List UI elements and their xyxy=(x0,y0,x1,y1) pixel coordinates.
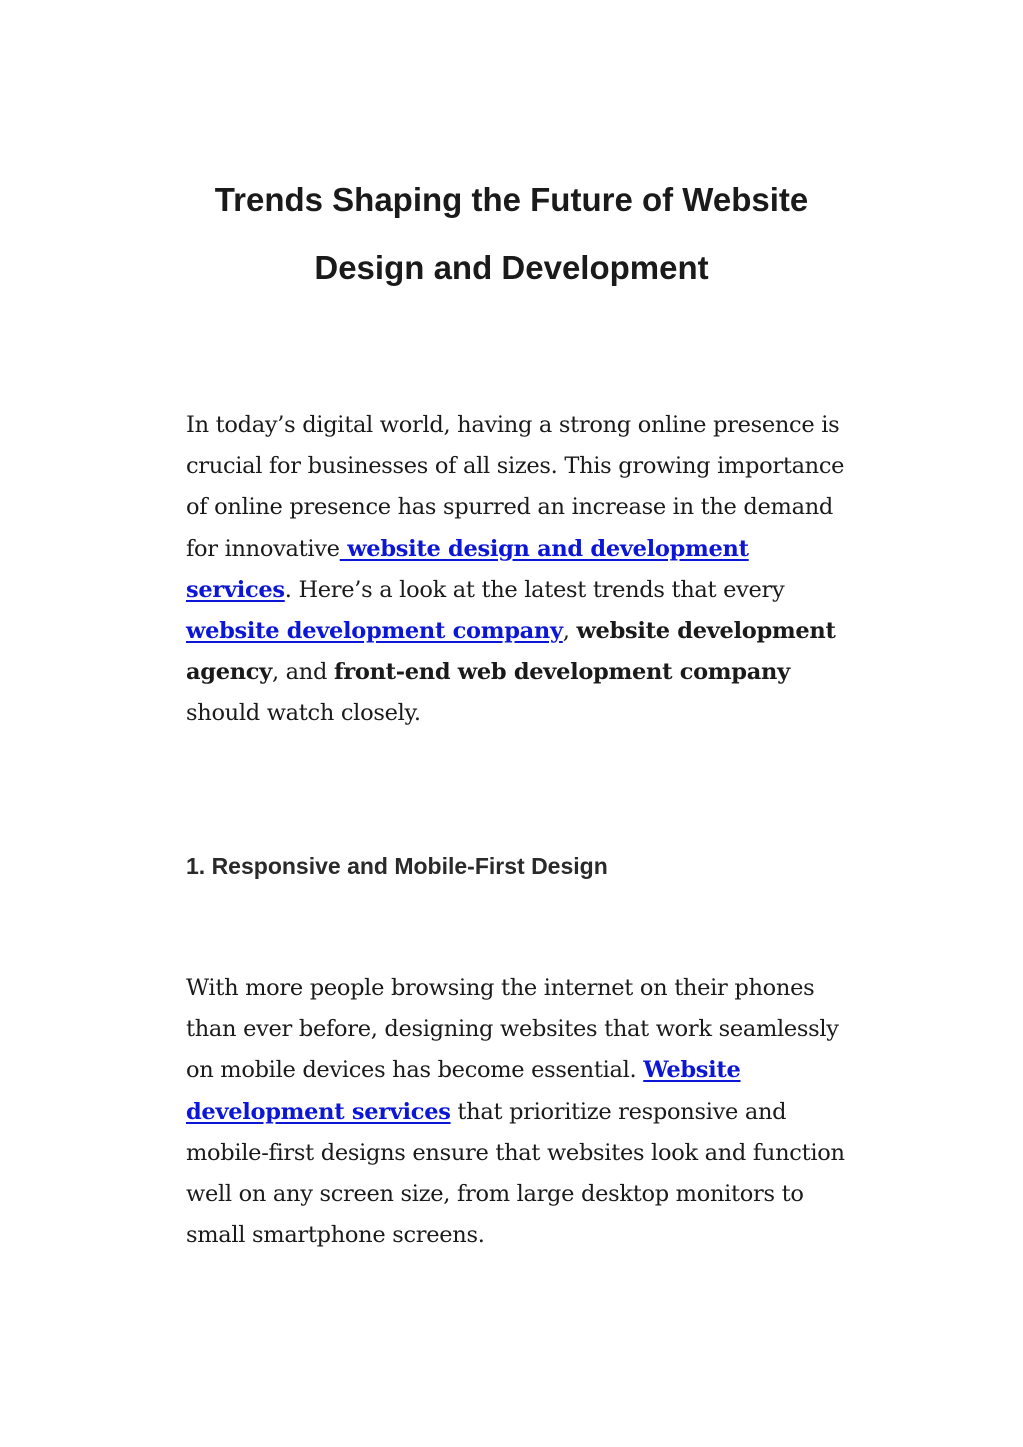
intro-paragraph xyxy=(186,405,848,735)
responsive-design-paragraph xyxy=(186,968,848,1256)
title-line-2: Design and Development xyxy=(314,249,709,286)
bold-front-end-web-development-company: front-end web development company xyxy=(333,659,790,686)
page-title xyxy=(160,166,863,302)
title-line-1: Trends Shaping the Future of Website xyxy=(214,181,809,218)
bold-website-development-agency: website development agency xyxy=(186,618,836,686)
link-website-design-and-development-services[interactable]: website design and development services xyxy=(186,535,749,603)
responsive-text-2: that prioritize responsive and mobile-first designs ensure that websites look and function well on any screen size, from large desktop monitors to small smartphone screens. xyxy=(186,1098,845,1249)
intro-text-1: In today’s digital world, having a strong online presence is crucial for businesses of all sizes. This growing importance of online presence has spurred an increase in the demand for innovative xyxy=(186,412,845,562)
intro-text-4: , and xyxy=(271,659,334,686)
intro-text-5: should watch closely. xyxy=(186,700,421,727)
link-website-development-services[interactable]: Website development services xyxy=(186,1057,741,1125)
intro-text-2: . Here’s a look at the latest trends that every xyxy=(284,576,785,603)
responsive-text-1: With more people browsing the internet on their phones than ever before, designing websites that work seamlessly on mobile devices has become essential. xyxy=(186,975,839,1084)
section-heading-responsive-design: 1. Responsive and Mobile-First Design xyxy=(186,853,608,879)
link-website-development-company[interactable]: website development company xyxy=(186,618,563,645)
intro-text-3: , xyxy=(562,618,577,645)
